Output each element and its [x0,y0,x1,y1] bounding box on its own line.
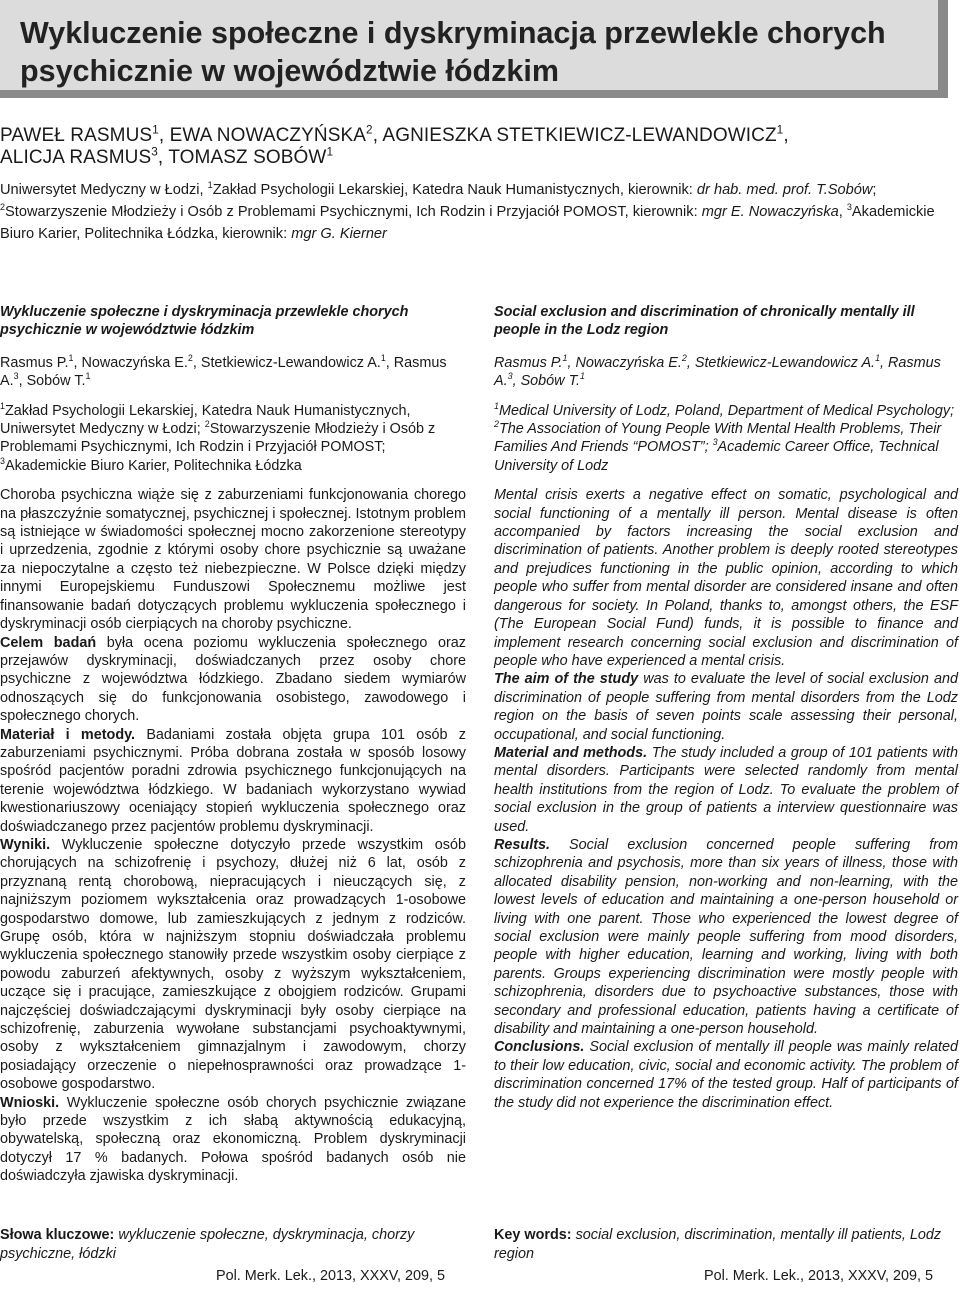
abstract-intro: Choroba psychiczna wiąże się z zaburzeniami funkcjonowania chorego na płaszczyźnie somatycznej, psychicznej i społecznej. Istotnym problem są istniejące w świadomości społecznej mocno zakorzenione stereotypy i uprzedzenia, zgodnie z którymi osoby chore psychicznie są uważane za niepoczytalne a często też niebezpieczne. W Polsce dzięki między innymi Europejskiemu Funduszowi Społecznemu możliwe jest finansowanie badań dotyczących problemu wykluczenia społecznego i dyskryminacji osób cierpiących na choroby psychiczne. [0,487,466,633]
keywords-label: Key words: [494,1227,572,1243]
title-banner [0,0,948,98]
affiliation-text: ; [872,182,877,198]
affiliation-marker: 1 [580,371,586,382]
affiliation-marker: 3 [0,456,5,467]
affiliation-marker: 1 [326,145,334,159]
author-text: , Rasmus A. [0,354,447,390]
abstract-body [494,486,958,1112]
author-list: PAWEŁ RASMUS$^1$, EWA NOWACZYŃSKA$^2$, AGNIESZKA STETKIEWICZ-LEWANDOWICZ$^1$, ALICJA RASMUS$^3$, TOMASZ SOBÓW$^1$ [0,123,789,168]
abstract-polish [0,303,466,1186]
author-text: , Rasmus A. [494,354,941,390]
author-text: Rasmus P. [0,354,69,371]
abstract-methods [494,744,958,836]
abstract-authors [0,354,466,391]
affiliation-marker: 3 [151,145,158,159]
abstract-aim [0,634,466,726]
affiliation-text: Medical University of Lodz, Poland, Department of Medical Psychology; [498,402,955,419]
affiliation-marker: 1 [85,371,91,382]
author-text: , Sobów T. [512,373,581,390]
affiliation-marker: 2 [187,353,193,364]
section-label: Results. [494,836,550,853]
affiliation-text: Akademickie Biuro Karier, Politechnika Łódzka [4,457,302,474]
abstract-methods [0,726,466,836]
keywords-text: wykluczenie społeczne, dyskryminacja, chorzy psychiczne, łódzki [0,1227,415,1262]
section-label: Material and methods. [494,744,648,761]
abstract-results [0,836,466,1094]
keywords-label: Słowa kluczowe: [0,1227,115,1243]
affiliation-text: Stowarzyszenie Młodzieży i Osób z Problemami Psychicznymi, Ich Rodzin i Przyjaciół POMOST; [0,421,436,456]
affiliation-text: Akademickie Biuro Karier, Politechnika Łódzka, kierownik: [0,204,935,242]
abstract-results [494,836,958,1038]
author-name: PAWEŁ RASMUS [0,125,153,146]
affiliation-marker: 2 [204,419,210,430]
author-text: Rasmus P. [494,354,563,371]
affiliation-marker: 1 [0,400,5,411]
section-label: Conclusions. [494,1039,585,1056]
affiliation-head: dr hab. med. prof. T.Sobów [696,182,873,198]
abstract-conclusions [494,1038,958,1112]
section-text: Social exclusion of mentally ill people was mainly related to their low education, civic, social and economic activity. The problem of discrimination concerned 17% of the tested group. Half of participants of the study did not experience the discrimination effect. [494,1039,958,1111]
affiliation-marker: 1 [875,353,881,364]
keywords-polish [0,1226,466,1264]
section-text: Wykluczenie społeczne osób chorych psychicznie związane było przede wszystkim z ich słabą aktywnością edukacyjną, obywatelską, społeczną oraz ekonomiczną. Problem dyskryminacji dotyczył 17 % badanych. Połowa spośród badanych osób nie doświadczyła zjawiska dyskryminacji. [0,1094,466,1185]
affiliation-marker: 1 [68,353,74,364]
affiliation-text: Academic Career Office, Technical University of Lodz [494,439,939,474]
keywords-text: social exclusion, discrimination, mentally ill patients, Lodz region [494,1227,942,1262]
abstract-body [0,486,466,1185]
section-text: Social exclusion concerned people suffering from schizophrenia and psychosis, more than six years of illness, those with allocated disability pension, non-working and non-learning, with the lowest levels of education and maintaining a one-person household or living with one parent. Those who experienced the lowest degree of social exclusion were mainly people suffering from mood disorders, people with higher education, learning and working, living with both parents. Groups experiencing discrimination were mostly people with schizophrenia, disorders due to psychoactive substances, those with secondary and professional education, patients having a certificate of disability and maintaining a one-person household. [494,836,958,1038]
affiliation-text: Uniwersytet Medyczny w Łodzi, [0,182,208,198]
affiliation-marker: 3 [507,371,513,382]
abstract-title: Wykluczenie społeczne i dyskryminacja przewlekle chorych psychicznie w województwie łódzkim [0,304,409,339]
affiliation-head: mgr G. Kierner [291,226,387,242]
affiliation-head: mgr E. Nowaczyńska [701,204,839,220]
affiliation-text: The Association of Young People With Mental Health Problems, Their Families And Friends “POMOST”; [494,421,942,456]
affiliation-text: Zakład Psychologii Lekarskiej, Katedra Nauk Humanistycznych, kierownik: [212,182,697,198]
affiliations [0,179,958,245]
affiliation-marker: 1 [494,400,499,411]
keywords-english [494,1226,958,1264]
section-text: była ocena poziomu wykluczenia społecznego oraz przejawów dyskryminacji, doświadczanych przez osoby chore psychiczne z województwa łódzkiego. Zbadano siedem wymiarów odnoszących się do funkcjonowania osobistego, zawodowego i społecznego chorych. [0,634,466,725]
journal-citation: Pol. Merk. Lek., 2013, XXXV, 209, 5 [704,1268,934,1284]
affiliation-marker: 2 [0,202,6,213]
affiliation-text: , [838,204,847,220]
affiliation-marker: 2 [366,123,373,137]
affiliation-marker: 1 [776,123,784,137]
abstract-affiliations [0,402,466,476]
abstract-english [494,303,958,1112]
abstract-authors [494,354,958,391]
affiliation-text: Zakład Psychologii Lekarskiej, Katedra Nauk Humanistycznych, Uniwersytet Medyczny w Łodzi; [0,402,411,438]
section-label: Materiał i metody. [0,726,136,743]
abstract-aim [494,670,958,744]
page-title: Wykluczenie społeczne i dyskryminacja przewlekle chorych psychicznie w województwie łódzkim [20,16,886,88]
abstract-title: Social exclusion and discrimination of chronically mentally ill people in the Lodz region [494,304,915,339]
author-name: ALICJA RASMUS [0,147,152,168]
section-text: Badaniami została objęta grupa 101 osób z zaburzeniami psychicznymi. Próba dobrana została w sposób losowy spośród pacjentów poradni zdrowia psychicznego funkcjonujących na terenie województwa łódzkiego. W badaniach wykorzystano wywiad kwestionariuszowy oceniający stopień wykluczenia społecznego oraz doświadczanego przez pacjentów problemu dyskryminacji. [0,726,466,835]
abstract-intro: Mental crisis exerts a negative effect on somatic, psychological and social functioning of a mentally ill person. Mental disease is often accompanied by factors increasing the social exclusion and discrimination of patients. Another problem is deeply rooted stereotypes and prejudices functioning in the public opinion, according to which people who suffer from mental disorder are considered insane and often dangerous for society. In Poland, thanks to, amongst others, the ESF (The European Social Fund) funds, it is possible to finance and implement research concerning social exclusion and discrimination of people who have experienced a mental crisis. [494,487,958,669]
abstract-conclusions [0,1094,466,1186]
journal-citation: Pol. Merk. Lek., 2013, XXXV, 209, 5 [216,1268,446,1284]
author-text: , Sobów T. [18,373,86,390]
author-name: TOMASZ SOBÓW [168,147,327,168]
author-text: , Nowaczyńska E. [73,354,188,371]
affiliation-text: Stowarzyszenie Młodzieży i Osób z Problemami Psychicznymi, Ich Rodzin i Przyjaciół POMOST, kierownik: [5,204,702,220]
affiliation-marker: 1 [152,123,159,137]
section-text: Wykluczenie społeczne dotyczyło przede wszystkim osób chorujących na schizofrenię i psychozy, dłużej niż 6 lat, osób z przyznaną rentą chorobową, niepracujących i nieuczących się, z najniższym poziomem wykształcenia oraz prowadzących 1-osobowe gospodarstwo domowe, lub zamieszkujących z jednym z rodziców. Grupę osób, która w najniższym stopniu doświadczała problemu wykluczenia społecznego stanowiły przede wszystkim osoby cierpiące z powodu zaburzeń afektywnych, osoby z wyższym wykształceniem, uczące się i pracujące, zamieszkujące z obojgiem rodziców. Grupami najczęściej doświadczającymi dyskryminacji były osoby cierpiące na schizofrenię, zaburzenia wywołane substancjami psychoaktywnymi, osoby z wykształceniem gimnazjalnym i zawodowym, chorzy posiadający orzeczenie o niepełnosprawności oraz prowadzące 1-osobowe gospodarstwo. [0,836,466,1093]
section-label: Wnioski. [0,1094,60,1111]
section-text: The study included a group of 101 patients with mental disorders. Participants were selected randomly from mental health institutions from the region of Lodz. To evaluate the problem of social exclusion in the group of patients a interview questionnaire was used. [494,744,958,835]
author-name: AGNIESZKA STETKIEWICZ-LEWANDOWICZ [382,125,777,146]
section-label: Celem badań [0,634,97,651]
affiliation-marker: 3 [712,437,718,448]
section-label: Wyniki. [0,836,51,853]
author-name: EWA NOWACZYŃSKA [169,125,367,146]
affiliation-marker: 2 [494,419,499,430]
section-label: The aim of the study [494,671,639,688]
section-text: was to evaluate the level of social exclusion and discrimination of people suffering from mental disorders from the Lodz region on the basis of seven points scale assessing their personal, occupational, and social functioning. [494,671,958,743]
affiliation-marker: 1 [207,180,213,191]
abstract-affiliations [494,402,958,476]
affiliation-marker: 1 [380,353,386,364]
affiliation-marker: 3 [13,371,19,382]
affiliation-marker: 1 [562,353,568,364]
affiliation-marker: 2 [681,353,687,364]
author-text: , Stetkiewicz-Lewandowicz A. [686,354,876,371]
author-text: , Stetkiewicz-Lewandowicz A. [192,354,381,371]
author-text: , Nowaczyńska E. [567,354,682,371]
affiliation-marker: 3 [846,202,852,213]
